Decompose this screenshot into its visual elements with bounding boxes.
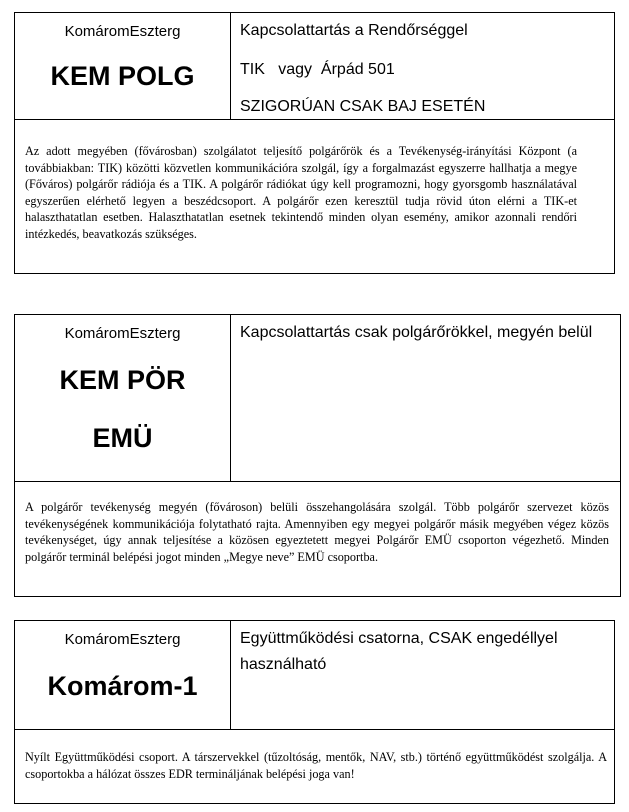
card-1-name-box xyxy=(14,12,231,120)
card-1-description: Az adott megyében (fővárosban) szolgálatot teljesítő polgárőrök és a Tevékenység-irányítási Központ (a továbbiakban: TIK) közötti közvetlen kommunikációra szolgál, így a forgalmazást egyszerre hallhatja a megye (Főváros) polgárőr rádiója és a TIK. A polgárőr rádiókat úgy kell programozni, hogy gyorsgomb használatával egyszerűen elérhető legyen a beszédcsoport. A polgárőr ezen keresztül tudja rövid úton elérni a TIK-et halaszthatatlan esetben. Halaszthatatlan esetnek tekintendő minden olyan esemény, amikor azonnali rendőri intézkedés, beavatkozás szükséges. xyxy=(25,144,577,241)
card-3-name-box xyxy=(14,620,231,730)
card-1-info-line-2: TIK vagy Árpád 501 xyxy=(240,61,395,78)
card-2-description: A polgárőr tevékenység megyén (fővároson) belüli összehangolására szolgál. Több polgárőr szervezet közös tevékenységének kommunikációja folytatható rajta. Amennyiben egy megyei polgárőr másik megyében végez közös tevékenységet, úgy annak teljesítése a közösen egyeztetett megyei Polgárőr EMÜ csoporton végezhető. Minden polgárőr terminál belépési jogot minden „Megye neve” EMÜ csoportba. xyxy=(25,500,609,564)
card-2-org: KomáromEszterg xyxy=(64,325,181,342)
card-2-name-box xyxy=(14,314,231,482)
card-1-info-line-1: Kapcsolattartás a Rendőrséggel xyxy=(240,22,468,39)
card-3-description: Nyílt Együttműködési csoport. A társzervekkel (tűzoltóság, mentők, NAV, stb.) történő együttműködést szolgálja. A csoportokba a hálózat összes EDR termináljának belépési joga van! xyxy=(25,750,607,781)
card-1-org: KomáromEszterg xyxy=(64,23,181,40)
card-3-info-text: Együttműködési csatorna, CSAK engedéllyel használható xyxy=(240,630,558,673)
card-3-org: KomáromEszterg xyxy=(64,631,181,648)
card-1-info-box xyxy=(230,12,615,120)
card-3-info-box xyxy=(230,620,615,730)
card-1-info-line-3: SZIGORÚAN CSAK BAJ ESETÉN xyxy=(240,98,486,115)
card-2-description-box xyxy=(14,481,621,597)
card-2-code-line-1: KEM PÖR xyxy=(59,365,186,395)
card-2-info-box xyxy=(230,314,621,482)
card-1-code: KEM POLG xyxy=(50,61,195,91)
card-3-description-box xyxy=(14,729,615,804)
card-2-code-line-2: EMÜ xyxy=(92,423,153,453)
card-2-info-text: Kapcsolattartás csak polgárőrökkel, megyén belül xyxy=(240,324,593,341)
card-1-description-box xyxy=(14,119,615,274)
card-3-code: Komárom-1 xyxy=(47,671,198,701)
